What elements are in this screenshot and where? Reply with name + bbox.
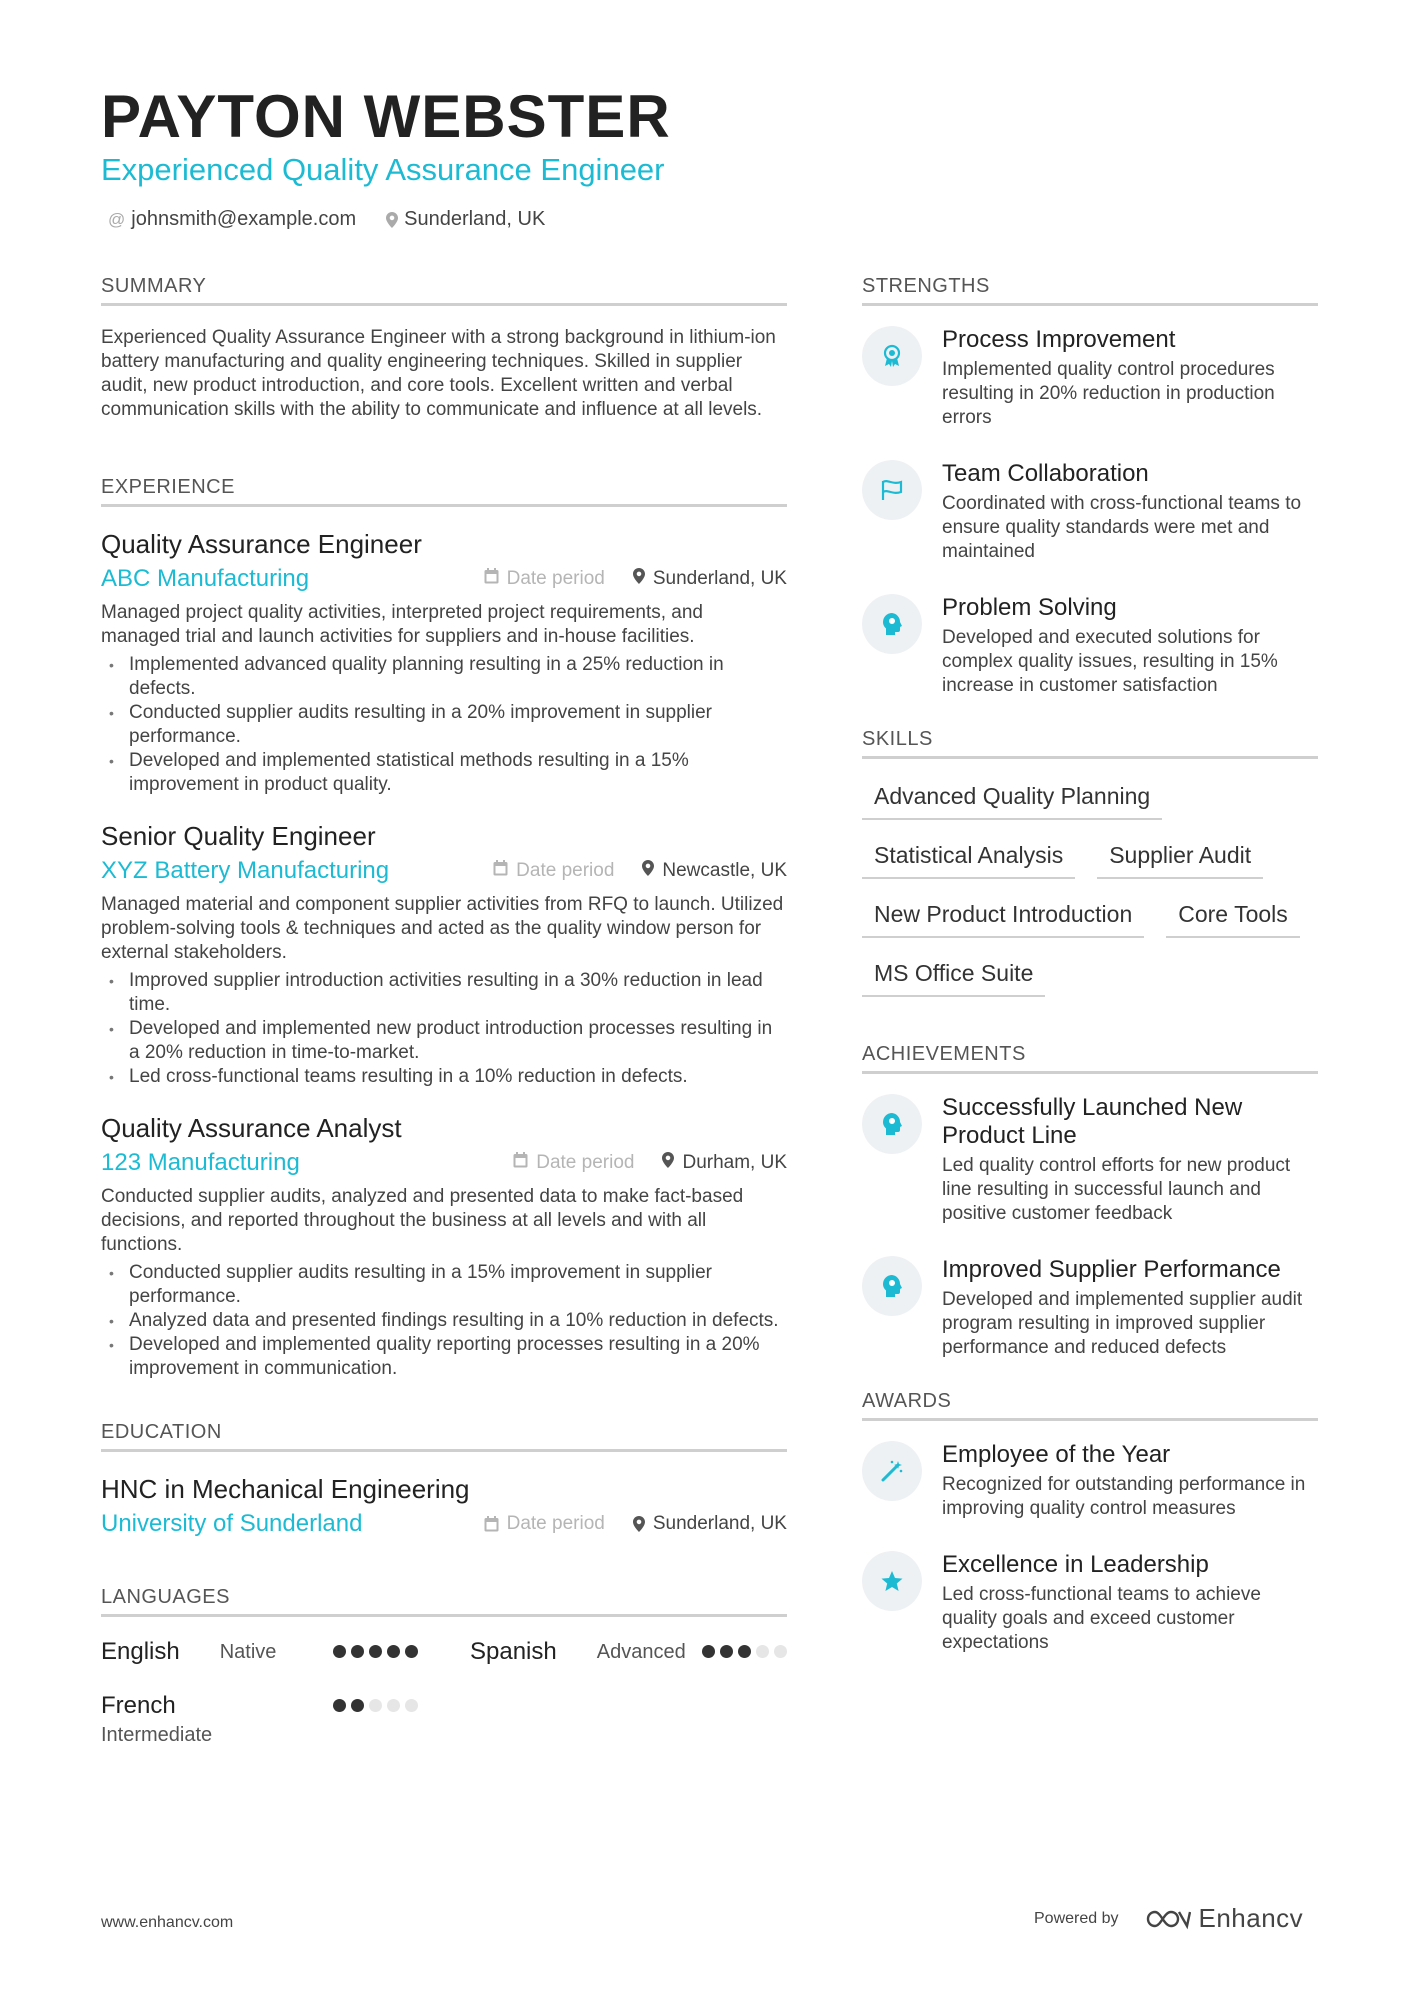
language-name: Spanish [470, 1638, 557, 1665]
item-title: Improved Supplier Performance [942, 1256, 1281, 1283]
item-text: Developed and implemented supplier audit program resulting in improved supplier performance and reduced defects [942, 1289, 1303, 1358]
job-location-text: Durham, UK [682, 1152, 787, 1173]
job-meta-right [484, 568, 787, 590]
strengths-item [862, 594, 1318, 698]
job-description: Conducted supplier audits, analyzed and presented data to make fact-based decisions, and reported throughout the business at all levels and with all functions. [101, 1186, 744, 1255]
rating-dot [369, 1645, 382, 1658]
job-period-text: Date period [536, 1152, 635, 1173]
location-pin-icon [662, 1152, 674, 1174]
job-period-text: Date period [516, 860, 615, 881]
job-list [101, 527, 787, 1381]
language-rating [702, 1645, 787, 1658]
languages-title: LANGUAGES [101, 1586, 787, 1617]
powered-by-text: Powered by [1034, 1909, 1119, 1927]
footer-branding [1034, 1903, 1303, 1934]
item-body [942, 1094, 1318, 1226]
contact-location [386, 208, 545, 231]
job-meta-right [513, 1152, 787, 1174]
job-entry [101, 819, 787, 1089]
job-meta [101, 1147, 787, 1179]
degree-title: HNC in Mechanical Engineering [101, 1474, 470, 1504]
experience-section [101, 476, 787, 1381]
skill-tag: Advanced Quality Planning [862, 779, 1162, 820]
job-location [633, 568, 787, 590]
award-list [862, 1441, 1318, 1655]
item-text: Developed and executed solutions for complex quality issues, resulting in 15% increase in customer satisfaction [942, 627, 1278, 696]
education-location [633, 1513, 787, 1535]
education-period [484, 1513, 605, 1535]
calendar-icon [513, 1152, 528, 1174]
job-bullets [101, 1261, 787, 1381]
rating-dot [369, 1699, 382, 1712]
education-title: EDUCATION [101, 1421, 787, 1452]
job-location-text: Sunderland, UK [652, 568, 787, 589]
candidate-name: PAYTON WEBSTER [101, 83, 671, 150]
bullet-item: • Developed and implemented quality reporting processes resulting in a 20% improvement in communication. [101, 1333, 787, 1381]
rating-dot [756, 1645, 769, 1658]
contact-row [108, 208, 545, 231]
skills-section [862, 728, 1318, 997]
job-period [513, 1152, 634, 1174]
item-text: Implemented quality control procedures resulting in 20% reduction in production errors [942, 359, 1275, 428]
skill-list [862, 779, 1318, 997]
location-pin-icon [633, 568, 645, 590]
job-title: Quality Assurance Engineer [101, 529, 422, 559]
job-entry [101, 1111, 787, 1381]
language-item [101, 1691, 418, 1749]
education-meta [101, 1508, 787, 1540]
skill-tag: Supplier Audit [1097, 838, 1263, 879]
right-column [862, 275, 1318, 1685]
rating-dot [351, 1699, 364, 1712]
rating-dot [720, 1645, 733, 1658]
rating-dot [333, 1645, 346, 1658]
language-rating [333, 1645, 418, 1658]
rating-dot [405, 1645, 418, 1658]
item-title: Process Improvement [942, 326, 1176, 353]
email-text: johnsmith@example.com [131, 208, 357, 230]
item-title: Problem Solving [942, 594, 1117, 621]
bullet-item: • Developed and implemented statistical methods resulting in a 15% improvement in product quality. [101, 749, 787, 797]
job-meta [101, 855, 787, 887]
item-title: Excellence in Leadership [942, 1551, 1209, 1578]
item-text: Led quality control efforts for new product line resulting in successful launch and positive customer feedback [942, 1155, 1291, 1224]
company-name: ABC Manufacturing [101, 565, 310, 592]
candidate-headline: Experienced Quality Assurance Engineer [101, 152, 665, 187]
brand-logo[interactable] [1145, 1903, 1304, 1934]
education-location-text: Sunderland, UK [652, 1513, 787, 1534]
language-rating [333, 1699, 418, 1712]
job-entry [101, 527, 787, 797]
achievements-title: ACHIEVEMENTS [862, 1043, 1318, 1074]
item-body [942, 594, 1318, 698]
job-period [484, 568, 605, 590]
achievements-section [862, 1043, 1318, 1360]
rating-dot [738, 1645, 751, 1658]
job-location-text: Newcastle, UK [662, 860, 787, 881]
skill-tag: Core Tools [1166, 897, 1300, 938]
calendar-icon [484, 568, 499, 590]
rating-dot [387, 1645, 400, 1658]
star-icon [862, 1551, 922, 1611]
enhancv-logo-icon [1145, 1908, 1191, 1930]
item-title: Team Collaboration [942, 460, 1149, 487]
language-item [470, 1637, 787, 1667]
language-name: French [101, 1692, 176, 1719]
location-pin-icon [633, 1516, 645, 1532]
skills-title: SKILLS [862, 728, 1318, 759]
rating-dot [702, 1645, 715, 1658]
at-icon: @ [108, 209, 126, 229]
rating-dot [333, 1699, 346, 1712]
item-text: Coordinated with cross-functional teams to ensure quality standards were met and maintained [942, 493, 1302, 562]
job-description: Managed project quality activities, interpreted project requirements, and managed trial and launch activities for suppliers and in-house facilities. [101, 602, 703, 647]
contact-email [108, 208, 356, 231]
company-name: XYZ Battery Manufacturing [101, 857, 390, 884]
job-location [642, 860, 787, 882]
language-level: Native [219, 1641, 277, 1663]
brand-name: Enhancv [1198, 1903, 1304, 1933]
job-bullets [101, 653, 787, 797]
education-period-text: Date period [506, 1513, 605, 1534]
item-body [942, 1441, 1318, 1521]
left-column [101, 275, 787, 1749]
bullet-item: • Developed and implemented new product introduction processes resulting in a 20% reduction in time-to-market. [101, 1017, 787, 1065]
item-text: Recognized for outstanding performance in improving quality control measures [942, 1474, 1306, 1519]
head-icon [862, 1094, 922, 1154]
item-body [942, 460, 1318, 564]
item-body [942, 1551, 1318, 1655]
summary-section [101, 275, 787, 422]
education-meta-right [484, 1513, 787, 1535]
rating-dot [774, 1645, 787, 1658]
bullet-item: • Improved supplier introduction activities resulting in a 30% reduction in lead time. [101, 969, 787, 1017]
item-title: Successfully Launched New Product Line [942, 1094, 1243, 1149]
item-body [942, 326, 1318, 430]
rating-dot [351, 1645, 364, 1658]
item-title: Employee of the Year [942, 1441, 1171, 1468]
item-text: Led cross-functional teams to achieve quality goals and exceed customer expectations [942, 1584, 1261, 1653]
language-level: Advanced [596, 1641, 686, 1663]
location-pin-icon [642, 860, 654, 882]
strengths-item [862, 460, 1318, 564]
footer-website[interactable]: www.enhancv.com [101, 1914, 234, 1931]
head-icon [862, 594, 922, 654]
awards-title: AWARDS [862, 1390, 1318, 1421]
achievements-item [862, 1094, 1318, 1226]
language-list [101, 1637, 787, 1749]
awards-item [862, 1551, 1318, 1655]
head-icon [862, 1256, 922, 1316]
rating-dot [405, 1699, 418, 1712]
language-item [101, 1637, 418, 1667]
language-level: Intermediate [101, 1724, 213, 1746]
language-info [101, 1637, 276, 1667]
bullet-item: • Led cross-functional teams resulting in a 10% reduction in defects. [101, 1065, 787, 1089]
awards-item [862, 1441, 1318, 1521]
skill-tag: Statistical Analysis [862, 838, 1075, 879]
job-period-text: Date period [506, 568, 605, 589]
language-name: English [101, 1638, 180, 1665]
job-title: Quality Assurance Analyst [101, 1113, 402, 1143]
strengths-section [862, 275, 1318, 698]
education-section [101, 1421, 787, 1540]
location-pin-icon [386, 212, 398, 228]
summary-text: Experienced Quality Assurance Engineer with a strong background in lithium-ion battery manufacturing and quality engineering techniques. Skilled in supplier audit, new product introduction, and core tools. Excellent written and verbal communication skills with the ability to communicate and influence at all levels. [101, 327, 776, 420]
bullet-item: • Conducted supplier audits resulting in a 20% improvement in supplier performance. [101, 701, 787, 749]
school-name: University of Sunderland [101, 1510, 363, 1537]
achievements-item [862, 1256, 1318, 1360]
skill-tag: MS Office Suite [862, 956, 1045, 997]
awards-section [862, 1390, 1318, 1655]
language-info [101, 1691, 212, 1749]
strengths-title: STRENGTHS [862, 275, 1318, 306]
bullet-item: • Analyzed data and presented findings resulting in a 10% reduction in defects. [101, 1309, 787, 1333]
bullet-item: • Conducted supplier audits resulting in a 15% improvement in supplier performance. [101, 1261, 787, 1309]
bullet-item: • Implemented advanced quality planning resulting in a 25% reduction in defects. [101, 653, 787, 701]
skill-tag: New Product Introduction [862, 897, 1144, 938]
strength-list [862, 326, 1318, 698]
job-bullets [101, 969, 787, 1089]
job-location [662, 1152, 787, 1174]
strengths-item [862, 326, 1318, 430]
job-period [493, 860, 614, 882]
languages-section [101, 1586, 787, 1749]
language-info [470, 1637, 686, 1667]
location-text: Sunderland, UK [404, 208, 546, 230]
calendar-icon [484, 1516, 499, 1532]
item-body [942, 1256, 1318, 1360]
summary-title: SUMMARY [101, 275, 787, 306]
calendar-icon [493, 860, 508, 882]
rating-dot [387, 1699, 400, 1712]
job-meta [101, 563, 787, 595]
company-name: 123 Manufacturing [101, 1149, 300, 1176]
wand-icon [862, 1441, 922, 1501]
job-meta-right [493, 860, 787, 882]
experience-title: EXPERIENCE [101, 476, 787, 507]
job-title: Senior Quality Engineer [101, 821, 376, 851]
achievement-list [862, 1094, 1318, 1360]
job-description: Managed material and component supplier activities from RFQ to launch. Utilized problem-solving tools & techniques and acted as the quality window person for external stakeholders. [101, 894, 784, 963]
award-icon [862, 326, 922, 386]
flag-icon [862, 460, 922, 520]
